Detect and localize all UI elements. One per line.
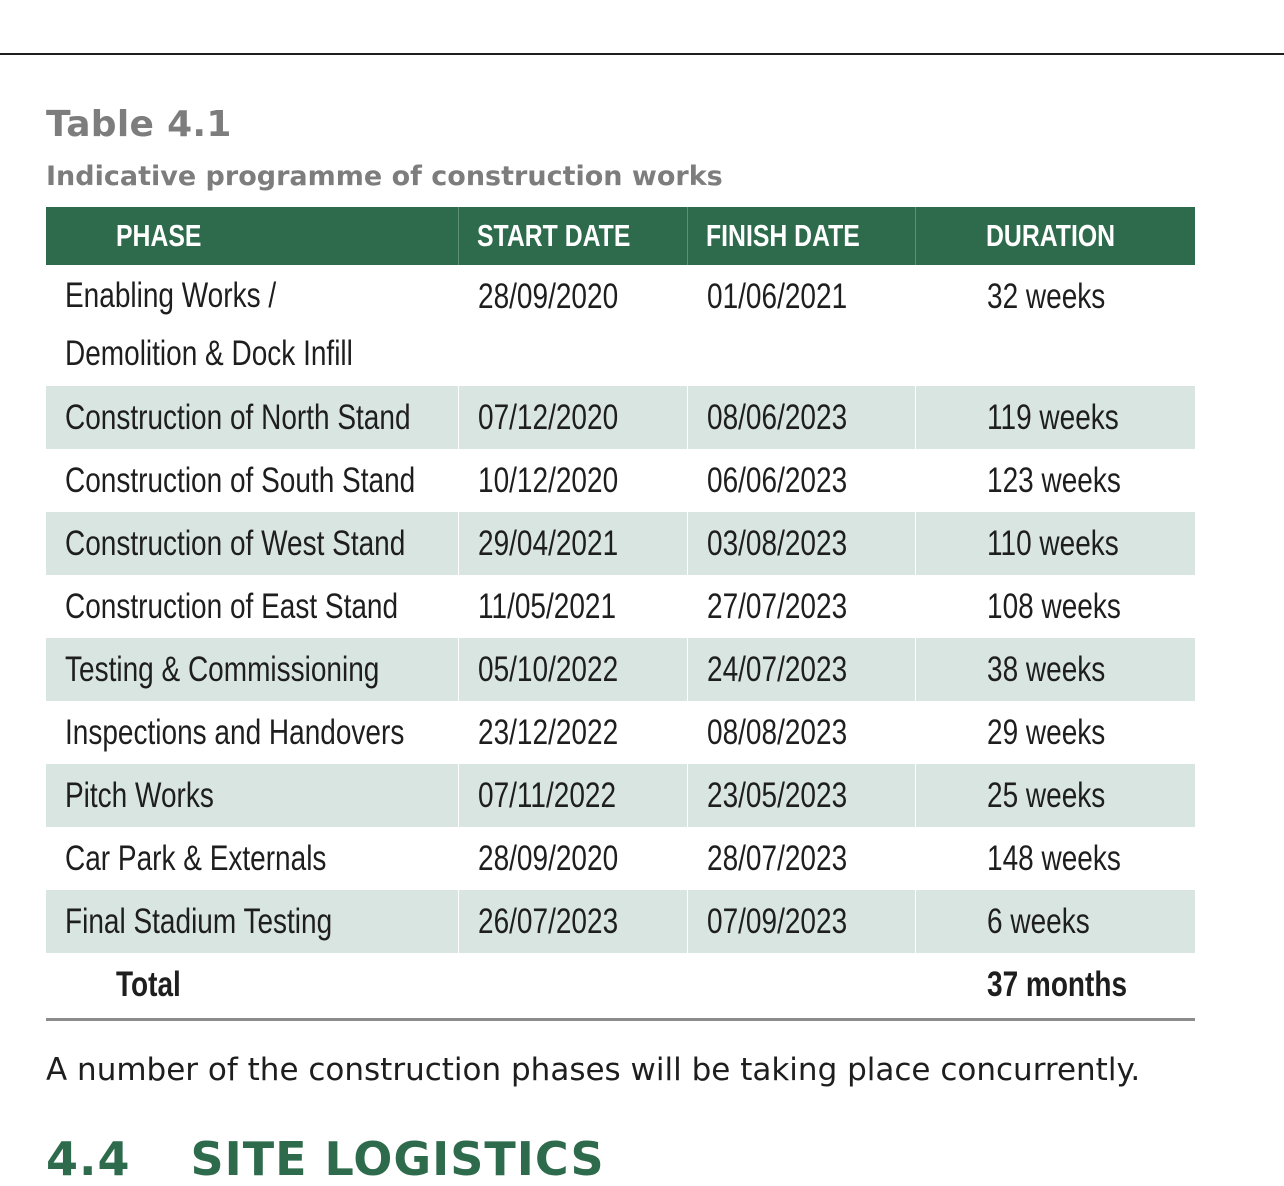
total-empty-cell [687,953,915,1019]
table-subtitle: Indicative programme of construction works [46,161,723,192]
start-date-cell: 11/05/2021 [458,575,687,638]
phase-cell: Final Stadium Testing [46,890,458,953]
duration-cell: 32 weeks [986,277,1105,316]
total-duration: 37 months [986,965,1127,1005]
top-divider [0,53,1284,55]
finish-date-cell: 07/09/2023 [687,890,915,953]
duration-cell: 123 weeks [986,460,1121,500]
table-header-row [46,207,1195,265]
table-row [46,638,1195,701]
start-date-cell: 28/09/2020 [458,827,687,890]
table-footnote: A number of the construction phases will be taking place concurrently. [46,1052,1141,1088]
table-row [46,386,1195,449]
total-empty-cell [458,953,687,1019]
phase-cell: Pitch Works [46,764,458,827]
table-row [46,512,1195,575]
next-section-heading [46,1132,605,1186]
duration-cell: 38 weeks [915,638,1195,701]
table-row [46,701,1195,764]
total-label: Total [46,953,458,1019]
duration-cell: 148 weeks [986,838,1121,878]
start-date-cell: 07/12/2020 [458,386,687,449]
phase-cell: Construction of North Stand [46,386,458,449]
header-phase: PHASE [46,207,458,265]
duration-cell: 6 weeks [915,890,1195,953]
duration-cell: 29 weeks [986,712,1105,752]
finish-date-cell: 23/05/2023 [687,764,915,827]
phase-cell: Construction of South Stand [46,449,458,512]
table-row [46,827,1195,890]
start-date-cell: 07/11/2022 [458,764,687,827]
finish-date-cell: 01/06/2021 [687,265,915,386]
total-row [46,953,1195,1019]
duration-cell: 108 weeks [986,586,1121,626]
table-title: Table 4.1 [46,104,232,145]
duration-cell: 25 weeks [915,764,1195,827]
duration-cell: 110 weeks [915,512,1195,575]
table-row [46,449,1195,512]
phase-cell: Construction of West Stand [46,512,458,575]
duration-cell: 119 weeks [915,386,1195,449]
phase-cell: Enabling Works / Demolition & Dock Infill [46,265,458,386]
construction-programme-table [46,207,1195,1021]
header-duration: DURATION [985,218,1115,253]
finish-date-cell: 08/06/2023 [687,386,915,449]
start-date-cell: 10/12/2020 [458,449,687,512]
finish-date-cell: 27/07/2023 [687,575,915,638]
phase-cell: Inspections and Handovers [46,701,458,764]
finish-date-cell: 06/06/2023 [687,449,915,512]
phase-cell: Car Park & Externals [46,827,458,890]
finish-date-cell: 08/08/2023 [687,701,915,764]
finish-date-cell: 03/08/2023 [687,512,915,575]
phase-cell: Construction of East Stand [46,575,458,638]
start-date-cell: 23/12/2022 [458,701,687,764]
table-row [46,764,1195,827]
finish-date-cell: 28/07/2023 [687,827,915,890]
table-row [46,890,1195,953]
start-date-cell: 28/09/2020 [458,265,687,386]
header-finish-date: FINISH DATE [687,207,915,265]
phase-cell: Testing & Commissioning [46,638,458,701]
start-date-cell: 05/10/2022 [458,638,687,701]
table-row [46,575,1195,638]
header-start-date: START DATE [458,207,687,265]
finish-date-cell: 24/07/2023 [687,638,915,701]
section-title: SITE LOGISTICS [190,1132,605,1186]
section-number: 4.4 [46,1132,131,1186]
start-date-cell: 26/07/2023 [458,890,687,953]
table-row [46,265,1195,386]
start-date-cell: 29/04/2021 [458,512,687,575]
